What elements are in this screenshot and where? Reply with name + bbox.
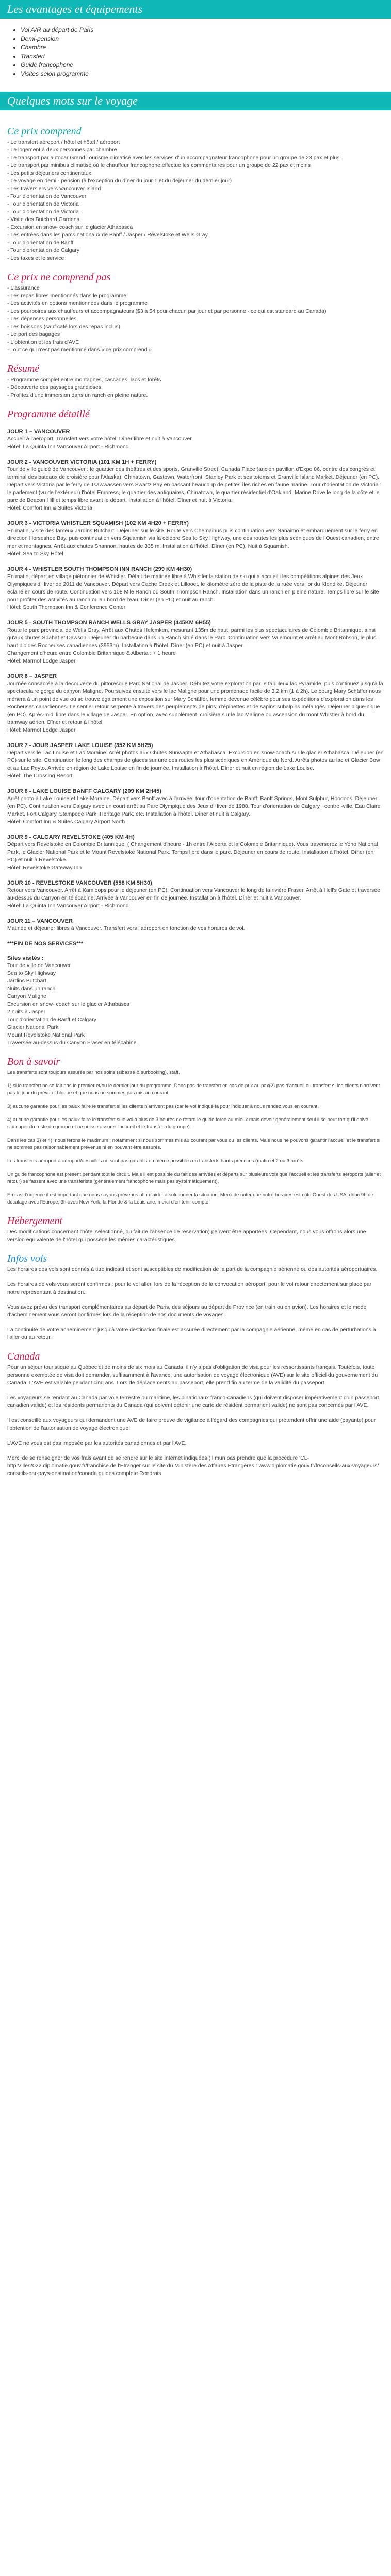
programme-days — [7, 429, 384, 933]
day-text: En matin, départ en village piétonnier de Whistler. Défait de matinée libre à Whistler la station de ski qui a accueilli les compétitions alpines des Jeux Olympiques d'Hiver de 2011 de Vancouver. Départ vers Cache Creek et Lillooet, le kilomètre zéro de la piste de la ruée vers l'or du Klondike. Déjeuner éclairé en cours de route. Continuation vers 108 Mile Ranch ou South Thompson Ranch. Installation dans un ranch en pleine nature. Temps libre sur le site pour profiter des activités au ranch ou au bord de l'eau. Dîner (en PC) et nuit au ranch. — [7, 573, 379, 603]
day-heading: JOUR 10 - REVELSTOKE VANCOUVER (558 KM 5H30) — [7, 880, 152, 886]
day-text: Hôtel: Revelstoke Gateway Inn — [7, 865, 82, 871]
bon-savoir-paragraph: 4) aucune garantie pour les paiux faire le transfert si le vol a plus de 3 heures de retard le guide force au mieux mais devoir généralement seul il se peut fort qu'il doive s'occuper du reste du groupe et ne puisse assurer l'accueil et le transfert du groupe). — [7, 1117, 368, 1130]
canada-paragraph: Les voyageurs se rendant au Canada par voie terrestre ou maritime, les binationaux franco-canadiens (qui doivent disposer impérativement d'un passeport canadien valide) et les résidents permanents du Canada (qui doivent détenir une carte de résident permanent valide) ne sont pas concernés par l'AVE. — [7, 1395, 379, 1409]
ne-comprend-item: - Les boissons (sauf café lors des repas inclus) — [7, 324, 120, 330]
site-item: 2 nuits à Jasper — [7, 1009, 46, 1015]
canada-text — [7, 1364, 384, 1478]
ne-comprend-item: - L'obtention et les frais d'AVE — [7, 339, 79, 345]
day-heading: JOUR 3 - VICTORIA WHISTLER SQUAMISH (102 KM 4H20 + FERRY) — [7, 520, 189, 527]
ne-comprend-list — [7, 284, 384, 354]
comprend-item: - Le transfert aéroport / hôtel et hôtel / aéroport — [7, 139, 120, 145]
day-heading: JOUR 4 - WHISTLER SOUTH THOMPSON INN RANCH (299 KM 4H30) — [7, 566, 192, 572]
infos-vols-title: Infos vols — [7, 1253, 47, 1264]
day-text: Hôtel: Marmot Lodge Jasper — [7, 727, 76, 733]
day-text: Hôtel: La Quinta Inn Vancouver Airport - Richmond — [7, 444, 129, 450]
resume-title: Résumé — [7, 363, 40, 375]
day-text: Hôtel: Sea to Sky Hôtel — [7, 551, 63, 557]
comprend-item: - Tour d'orientation de Calgary — [7, 247, 80, 253]
hebergement-text: Des modifications concernant l'hôtel sélectionné, du fait de l'absence de réservation) peuvent être apportées. Cependant, nous vous offrons alors une version équivalente de l'hôtel qui possède les mêmes caractéristiques. — [7, 1229, 366, 1243]
services-end: ***FIN DE NOS SERVICES*** — [7, 941, 84, 947]
site-item: Traversée au-dessus du Canyon Fraser en télécabine. — [7, 1040, 138, 1046]
bon-savoir-paragraph: Les transferts aéroport à aéroport/des villes ne sont pas garantis ou même possibles en transferts hauts précoces (matin et 2 ou 3 arrêts. — [7, 1158, 305, 1164]
comprend-title: Ce prix comprend — [7, 126, 82, 137]
day-text: Route le parc provincial de Wells Gray. Arrêt aux Chutes Helcmken, mesurant 135m de haut, parmi les plus spectaculaires de Colombie Britannique, ainsi qu'aux chutes Spahat et Dawson. Déjeuner du barbecue dans un Ranch situé dans le Parc. Continuation vers Valemount et arrêt au Mont Robson, le plus haut pic des Rocheuses canadiennes (3953m). Installation à l'hôtel. Dîner (en PC) et nuit à Jasper. — [7, 627, 377, 649]
comprend-item: - Les entrées dans les parcs nationaux de Banff / Jasper / Revelstoke et Wells Gray — [7, 232, 208, 238]
day-text: Changement d'heure entre Colombie Britannique & Alberta : + 1 heure — [7, 650, 176, 656]
day-text: Tour de ville guidé de Vancouver : le quartier des théâtres et des sports, Granville Street, Canada Place (ancien pavillon d'Expo 86, centre des congrès et terminal des bateaux de croisière pour l'Alaska), Chinatown, Gastown, Waterfront, Stanley Park et ses totems et Granville Island Market. Déjeuner (en PC). Départ vers Victoria par le ferry de Tsawwassen vers Swartz Bay en passant beaucoup de petites îles riches en faune marine. Tour d'orientation de Victoria : le parlement (vu de l'extérieur) l'hôtel Empress, le quartier des antiquaires, Chinatown, le quartier résidentiel d'Oakland, Marine Drive le long de la côte et le parc de Beacon Hill et temps libre avant le départ. Installation à l'hôtel. Dîner et nuit à Victoria. — [7, 466, 382, 503]
resume-list — [7, 376, 384, 399]
site-item: Glacier National Park — [7, 1024, 59, 1030]
day-heading: JOUR 1 – VANCOUVER — [7, 429, 70, 435]
comprend-item: - Les petits déjeuners continentaux — [7, 170, 91, 176]
day-text: Hôtel: South Thompson Inn & Conference Center — [7, 604, 126, 611]
avantage-item: • Chambre — [21, 43, 391, 52]
day-text: Journée consacrée à la découverte du pittoresque Parc National de Jasper. Débutez votre exploration par le fabuleux lac Pyramide, puis continuez jusqu'à la spectaculaire gorge du canyon Maligne. Poursuivez ensuite vers le lac Maligne pour une promenade facile de 3,2 km (1 à 2h). Le bourg Mary Schäffer nous mènera à un point de vue où se trouve également une exposition sur Mary Schäffer, femme devenue célèbre pour ses expéditions d'exploration dans les Rocheuses canadiennes. Le sentier retour serpente à travers des peuplements de pins, d'épinettes et de sapins subalpins mélangés. Déjeuner pique-nique (en PC). Après-midi libre dans le village de Jasper. En option, avec supplément, croisière sur le lac Maligne ou ascension du mont Whistler à bord du tramway aérien. Dîner et retour à l'hôtel. — [7, 681, 383, 725]
canada-title: Canada — [7, 1351, 40, 1362]
infos-vols-paragraph: Vous avez prévu des transport complémentaires au départ de Paris, des séjours au départ de Province (en train ou en avion). Les horaires et le mode d'acheminement vous seront confirmés lors de la réception de nos documents de voyages. — [7, 1304, 367, 1318]
resume-item: - Programme complet entre montagnes, cascades, lacs et forêts — [7, 377, 161, 383]
comprend-item: - Tour d'orientation de Banff — [7, 240, 74, 246]
comprend-item: - Tour d'orientation de Victoria — [7, 209, 79, 215]
main-content — [0, 110, 391, 1500]
day-heading: JOUR 7 - JOUR JASPER LAKE LOUISE (352 KM 5H25) — [7, 742, 153, 749]
comprend-item: - Les taxes et le service — [7, 255, 64, 261]
day-text: Accueil à l'aéroport. Transfert vers votre hôtel. Dîner libre et nuit à Vancouver. — [7, 436, 193, 442]
ne-comprend-item: - Tout ce qui n'est pas mentionné dans « ce prix comprend » — [7, 347, 152, 353]
comprend-item: - Excursion en snow- coach sur le glacier Athabasca — [7, 224, 133, 230]
comprend-item: - Les traversiers vers Vancouver Island — [7, 185, 101, 192]
avantage-item: • Demi-pension — [21, 35, 391, 43]
resume-item: - Découverte des paysages grandioses. — [7, 384, 103, 391]
infos-vols-paragraph: Les horaires de vols vous seront confirmés : pour le vol aller, lors de la réception de la convocation aéroport, pour le vol retour directement sur place par notre représentant à destination. — [7, 1281, 372, 1295]
comprend-list — [7, 139, 384, 262]
site-item: Tour d'orientation de Banff et Calgary — [7, 1016, 96, 1023]
comprend-item: - Le logement à deux personnes par chambre — [7, 147, 117, 153]
comprend-item: - Le transport par minibus climatisé où le chauffeur francophone effectue les commentaires pour un groupe de 22 pax et moins — [7, 162, 311, 168]
infos-vols-text — [7, 1266, 384, 1342]
site-item: Jardins Butchart — [7, 978, 46, 984]
canada-paragraph: Merci de se renseigner de vos frais avant de se rendre sur le site internet indiquées (Il mun pas prendre que la procédure 'CL-http:Ville/2022.diplomatie.gouv.fr/franchise de l'Etranger sur le site du Ministère des Affaires Etrangères : www.diplomatie.gouv.fr/fr/conseils-aux-voyageurs/ conseils-par-pays-destination/canada guides complete Rendrais — [7, 1455, 379, 1477]
section-header-quelques-mots: Quelques mots sur le voyage — [0, 92, 391, 110]
comprend-item: - Visite des Butchard Gardens — [7, 216, 79, 223]
comprend-item: - Tour d'orientation de Victoria — [7, 201, 79, 207]
infos-vols-paragraph: La continuité de votre acheminement jusqu'à votre destination finale est assurée directement par la compagnie aérienne, même en cas de perturbations à l'aller ou au retour. — [7, 1327, 376, 1341]
avantage-item: • Visites selon programme — [21, 70, 391, 78]
bon-savoir-paragraph: 3) aucune garantie pour les paiux faire le transfert si les clients n'arrivent pas (car le vol indiqué la pour indiquer à nous rendez vous en courant. — [7, 1104, 319, 1109]
ne-comprend-item: - Le port des bagages — [7, 331, 60, 337]
ne-comprend-item: - Les activités en options mentionnées dans le programme — [7, 300, 148, 307]
day-text: Hôtel: Marmot Lodge Jasper — [7, 658, 76, 664]
bon-savoir-paragraph: Dans les cas 3) et 4), nous ferons le maximum ; notamment si nous sommes mis au courant par vous ou les clients. Mais nous ne pouvons garantir l'accueil et le transfert si ne sommes pas raisonnablement prévenus ni en pouvant être assurés. — [7, 1138, 381, 1150]
ne-comprend-item: - L'assurance — [7, 285, 40, 291]
comprend-item: - Le voyage en demi - pension (à l'exception du dîner du jour 1 et du déjeuner du dernier jour) — [7, 178, 232, 184]
bon-savoir-paragraph: Un guide francophone est présent pendant tout le circuit. Mais il est possible du fait des arrivées et départs sur plusieurs vols que l'accueil et les transferts aéroports (aller et retour) se fassent avec une transferiste (généralement francophone mais pas systématiquement). — [7, 1172, 381, 1184]
section-header-avantages: Les avantages et équipements — [0, 0, 391, 19]
bon-savoir-paragraph: 1) si le transfert ne se fait pas le premier et/ou le dernier jour du programme. Donc pas de transfert en cas de prix au pax(2) pas d'accueil ou transfert si les clients n'arrivent pas le jour du prévu et bloque et que nous ne sommes pas mis au courant. — [7, 1083, 380, 1096]
programme-title: Programme détaillé — [7, 409, 90, 420]
bon-savoir-title: Bon à savoir — [7, 1056, 60, 1067]
comprend-item: - Tour d'orientation de Vancouver — [7, 193, 87, 199]
avantage-item: • Guide francophone — [21, 61, 391, 70]
site-item: Canyon Maligne — [7, 993, 46, 999]
ne-comprend-item: - Les repas libres mentionnés dans le programme — [7, 293, 127, 299]
site-item: Nuits dans un ranch — [7, 986, 56, 992]
day-text: Arrêt photo à Lake Louise et Lake Moraine. Départ vers Banff avec à l'arrivée, tour d'orientation de Banff: Banff Springs, Mont Sulphur, Hoodoos. Déjeuner (en PC). Continuation vers Calgary avec un court arrêt au Parc Olympique des Jeux d'Hiver de 1988. Tour d'orientation de Calgary : centre -ville, Eau Claire Market, Fort Calgary, Stampede Park, Heritage Park, etc. Installation à l'hôtel. Dîner et nuit à Calgary. — [7, 795, 381, 817]
site-item: Mount Revelstoke National Park — [7, 1032, 85, 1038]
day-text: Hôtel: Comfort Inn & Suites Victoria — [7, 505, 92, 511]
site-item: Sea to Sky Highway — [7, 970, 56, 976]
ne-comprend-item: - Les dépenses personnelles — [7, 316, 77, 322]
site-item: Tour de ville de Vancouver — [7, 962, 71, 969]
comprend-item: - Le transport par autocar Grand Tourisme climatisé avec les services d'un accompagnateur francophone pour un groupe de 23 pax et plus — [7, 155, 340, 161]
bon-savoir-paragraph: Les transferts sont toujours assurés par nos soins (sibassé & surbooking), staff. — [7, 1070, 180, 1075]
avantage-item: • Transfert — [21, 52, 391, 61]
day-text: Retour vers Vancouver. Arrêt à Kamloops pour le déjeuner (en PC). Continuation vers Vancouver le long de la rivière Fraser. Arrêt à Hell's Gate et traversée au-dessus du Canyon en télécabine. Arrivée à Vancouver en fin de journée. Installation à l'hôtel. Dîner et nuit à Vancouver. — [7, 887, 380, 901]
hebergement-title: Hébergement — [7, 1215, 62, 1227]
sites-title: Sites visités : — [7, 955, 44, 961]
day-heading: JOUR 8 - LAKE LOUISE BANFF CALGARY (209 KM 2H45) — [7, 788, 161, 794]
day-text: En matin, visite des fameux Jardins Butchart. Déjeuner sur le site. Route vers Chemainus puis continuation vers Nanaimo et embarquement sur le ferry en direction Horseshoe Bay, puis continuation vers Squamish via la célèbre Sea to Sky Highway, une des routes les plus scéniques de l'Ouest canadien, entre mer et montagnes. Arrêt aux chutes Shannon, hautes de 335 m. Installation à l'hôtel. Dîner (en PC). Nuit à Squamish. — [7, 528, 379, 549]
infos-vols-paragraph: Les horaires des vols sont donnés à titre indicatif et sont susceptibles de modification de la part de la compagnie aérienne ou des autorités aéroportuaires. — [7, 1266, 378, 1273]
bon-savoir-text — [7, 1069, 384, 1206]
avantages-list — [0, 19, 391, 92]
day-text: Hôtel: The Crossing Resort — [7, 773, 73, 779]
canada-paragraph: Il est conseillé aux voyageurs qui demandent une AVE de faire preuve de vigilance à l'égard des compagnies qui prétendent offrir une aide (payante) pour l'obtention de l'autorisation de voyage électronique. — [7, 1417, 376, 1431]
sites-list — [7, 962, 384, 1047]
ne-comprend-item: - Les pourboires aux chauffeurs et accompagnateurs ($3 à $4 pour chacun par jour et par personne - ce qui est standard au Canada) — [7, 308, 327, 314]
day-text: Matinée et déjeuner libres à Vancouver. Transfert vers l'aéroport en fonction de vos horaires de vol. — [7, 925, 245, 931]
avantage-item: • Vol A/R au départ de Paris — [21, 26, 391, 35]
day-text: Départ vers le Lac Louise et Lac Moraine. Arrêt photos aux Chutes Sunwapta et Athabasca. Excursion en snow-coach sur le glacier Athabasca. Déjeuner (en PC) sur le site. Continuation le long des champs de glaces sur une des routes les plus scéniques en Amérique du Nord. Arrêts photos au lac et Glacier Bow et au Lac Peyto. Arrivée en région de Lake Louise en fin de journée. Installation à l'hôtel. Dîner et nuit en région de Lake Louise. — [7, 750, 384, 771]
day-heading: JOUR 2 - VANCOUVER VICTORIA (101 KM 1H + FERRY) — [7, 459, 157, 465]
resume-item: - Profitez d'une immersion dans un ranch en pleine nature. — [7, 392, 148, 398]
ne-comprend-title: Ce prix ne comprend pas — [7, 272, 111, 283]
day-heading: JOUR 6 – JASPER — [7, 673, 57, 680]
bon-savoir-paragraph: En cas d'urgence il est important que nous soyons prévenus afin d'aider à solutionner la situation. Merci de noter que notre horaires est côte Ouest des USA, donc 9h de décalage avec l'Europe, 3h avec New York, la Floride & la Louisiane, merci d'en tenir compte. — [7, 1192, 373, 1205]
day-heading: JOUR 11 – VANCOUVER — [7, 918, 73, 924]
day-text: Départ vers Revelstoke en Colombie Britannique. ( Changement d'heure - 1h entre l'Alberta et la Colombie Britannique). Vous traverserez le Yoho National Park, le Glacier National Park et le Mount Revelstoke National Park. Temps libre dans le parc. Déjeuner en cours de route. Installation à l'hôtel. Dîner (en PC) et nuit à Revelstoke. — [7, 841, 378, 863]
day-text: Hôtel: Comfort Inn & Suites Calgary Airport North — [7, 819, 125, 825]
canada-paragraph: L'AVE ne vous est pas imposée par les autorités canadiennes et par l'AVE. — [7, 1440, 187, 1446]
day-text: Hôtel: La Quinta Inn Vancouver Airport - Richmond — [7, 903, 129, 909]
canada-paragraph: Pour un séjour touristique au Québec et de moins de six mois au Canada, il n'y a pas d'obligation de visa pour les ressortissants français. Toutefois, toute personne exemptée de visa doit demander, suffisamment à l'avance, une autorisation de voyage électronique (AVE) sur le site officiel du gouvernement du Canada. L'AVE est valable pendant cinq ans. Lors de déplacements au passeport, elle prend fin au terme de la validité du passeport. — [7, 1364, 378, 1386]
day-heading: JOUR 5 - SOUTH THOMPSON RANCH WELLS GRAY JASPER (445KM 6H55) — [7, 620, 211, 626]
site-item: Excursion en snow- coach sur le glacier Athabasca — [7, 1001, 129, 1007]
day-heading: JOUR 9 - CALGARY REVELSTOKE (405 KM 4H) — [7, 834, 135, 840]
